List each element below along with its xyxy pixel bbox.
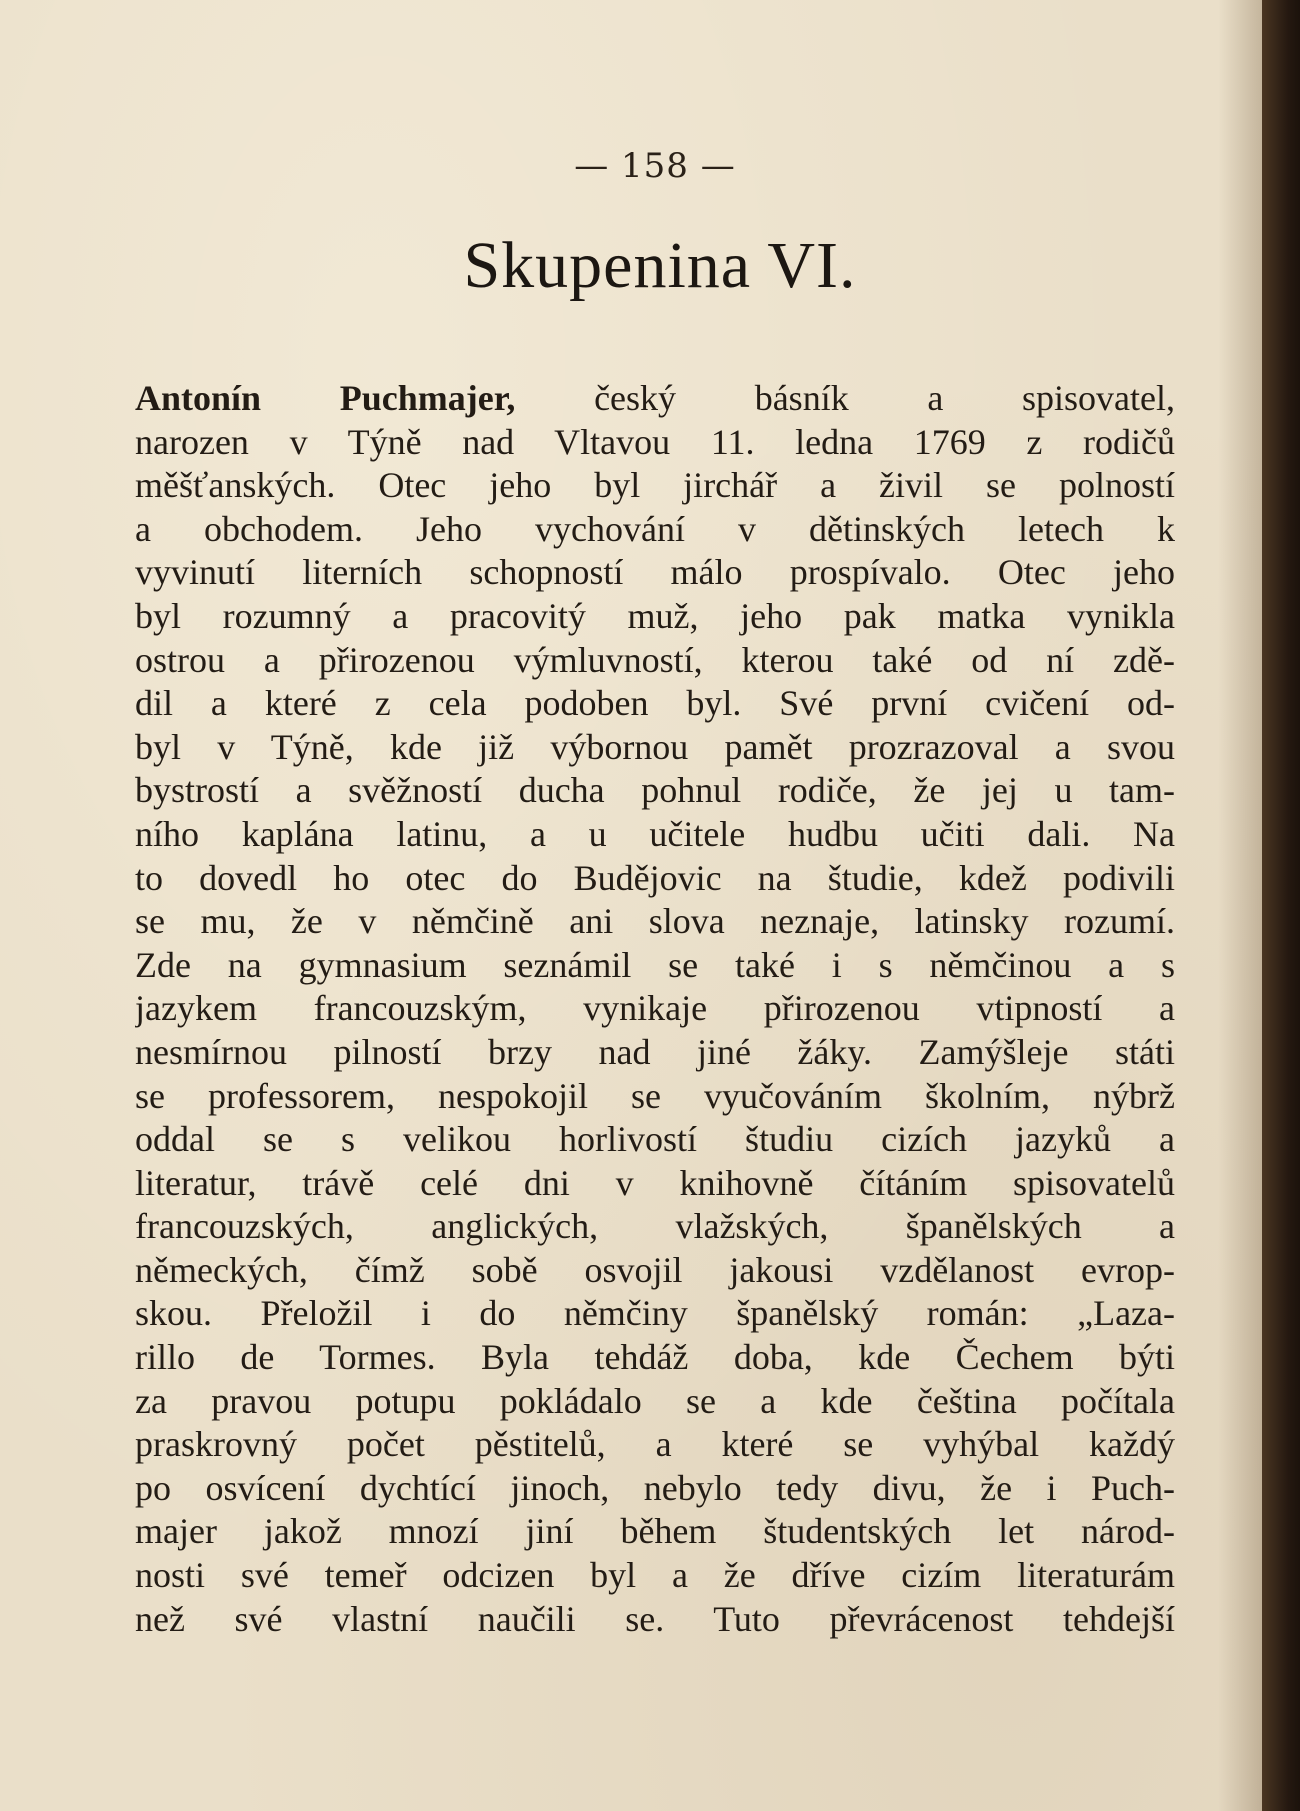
text-line: rillo de Tormes. Byla tehdáž doba, kde Čechem býti — [135, 1337, 1175, 1378]
text-line: po osvícení dychtící jinoch, nebylo tedy divu, že i Puch- — [135, 1467, 1175, 1508]
text-line: dil a které z cela podoben byl. Své první cvičení od- — [135, 683, 1175, 724]
body-paragraph — [135, 377, 1175, 1641]
text-line: za pravou potupu pokládalo se a kde čeština počítala — [135, 1380, 1175, 1421]
person-name: Antonín Puchmajer, — [135, 378, 516, 418]
text-line: bystrostí a svěžností ducha pohnul rodiče, že jej u tam- — [135, 770, 1175, 811]
text-line: literatur, trávě celé dni v knihovně čítáním spisovatelů — [135, 1162, 1175, 1203]
text-line: narozen v Týně nad Vltavou 11. ledna 1769 z rodičů — [135, 421, 1175, 462]
text-line: byl v Týně, kde již výbornou pamět prozrazoval a svou — [135, 726, 1175, 767]
text-line: měšťanských. Otec jeho byl jirchář a živil se polností — [135, 465, 1175, 506]
text-line: vyvinutí literních schopností málo prospívalo. Otec jeho — [135, 552, 1175, 593]
text-line: se mu, že v němčině ani slova neznaje, latinsky rozumí. — [135, 901, 1175, 942]
text-line: se professorem, nespokojil se vyučováním školním, nýbrž — [135, 1075, 1175, 1116]
text-line: německých, čímž sobě osvojil jakousi vzdělanost evrop- — [135, 1249, 1175, 1290]
gutter-shadow — [1218, 0, 1262, 1811]
text-line: nosti své temeř odcizen byl a že dříve cizím literaturám — [135, 1555, 1175, 1596]
text-line: oddal se s velikou horlivostí študiu cizích jazyků a — [135, 1119, 1175, 1160]
text-line — [135, 377, 1175, 421]
text-line: Zde na gymnasium seznámil se také i s němčinou a s — [135, 944, 1175, 985]
text-line: to dovedl ho otec do Budějovic na študie, kdež podivili — [135, 857, 1175, 898]
intro-text: český básník a spisovatel, — [594, 378, 1175, 418]
text-line: praskrovný počet pěstitelů, a které se vyhýbal každý — [135, 1424, 1175, 1465]
text-line: nesmírnou pilností brzy nad jiné žáky. Zamýšleje státi — [135, 1031, 1175, 1072]
text-line: než své vlastní naučili se. Tuto převrácenost tehdejší — [135, 1598, 1175, 1639]
page-number: — 158 — — [574, 146, 736, 186]
text-line: ního kaplána latinu, a u učitele hudbu učiti dali. Na — [135, 813, 1175, 854]
text-line: a obchodem. Jeho vychování v dětinských letech k — [135, 508, 1175, 549]
section-heading: Skupenina VI. — [463, 229, 857, 302]
text-line: skou. Přeložil i do němčiny španělský román: „Laza- — [135, 1293, 1175, 1334]
text-line: jazykem francouzským, vynikaje přirozenou vtipností a — [135, 988, 1175, 1029]
text-line: byl rozumný a pracovitý muž, jeho pak matka vynikla — [135, 595, 1175, 636]
text-line: majer jakož mnozí jiní během študentských let národ- — [135, 1511, 1175, 1552]
book-edge — [1262, 0, 1300, 1811]
text-line: francouzských, anglických, vlažských, španělských a — [135, 1206, 1175, 1247]
text-line: ostrou a přirozenou výmluvností, kterou také od ní zdě- — [135, 639, 1175, 680]
